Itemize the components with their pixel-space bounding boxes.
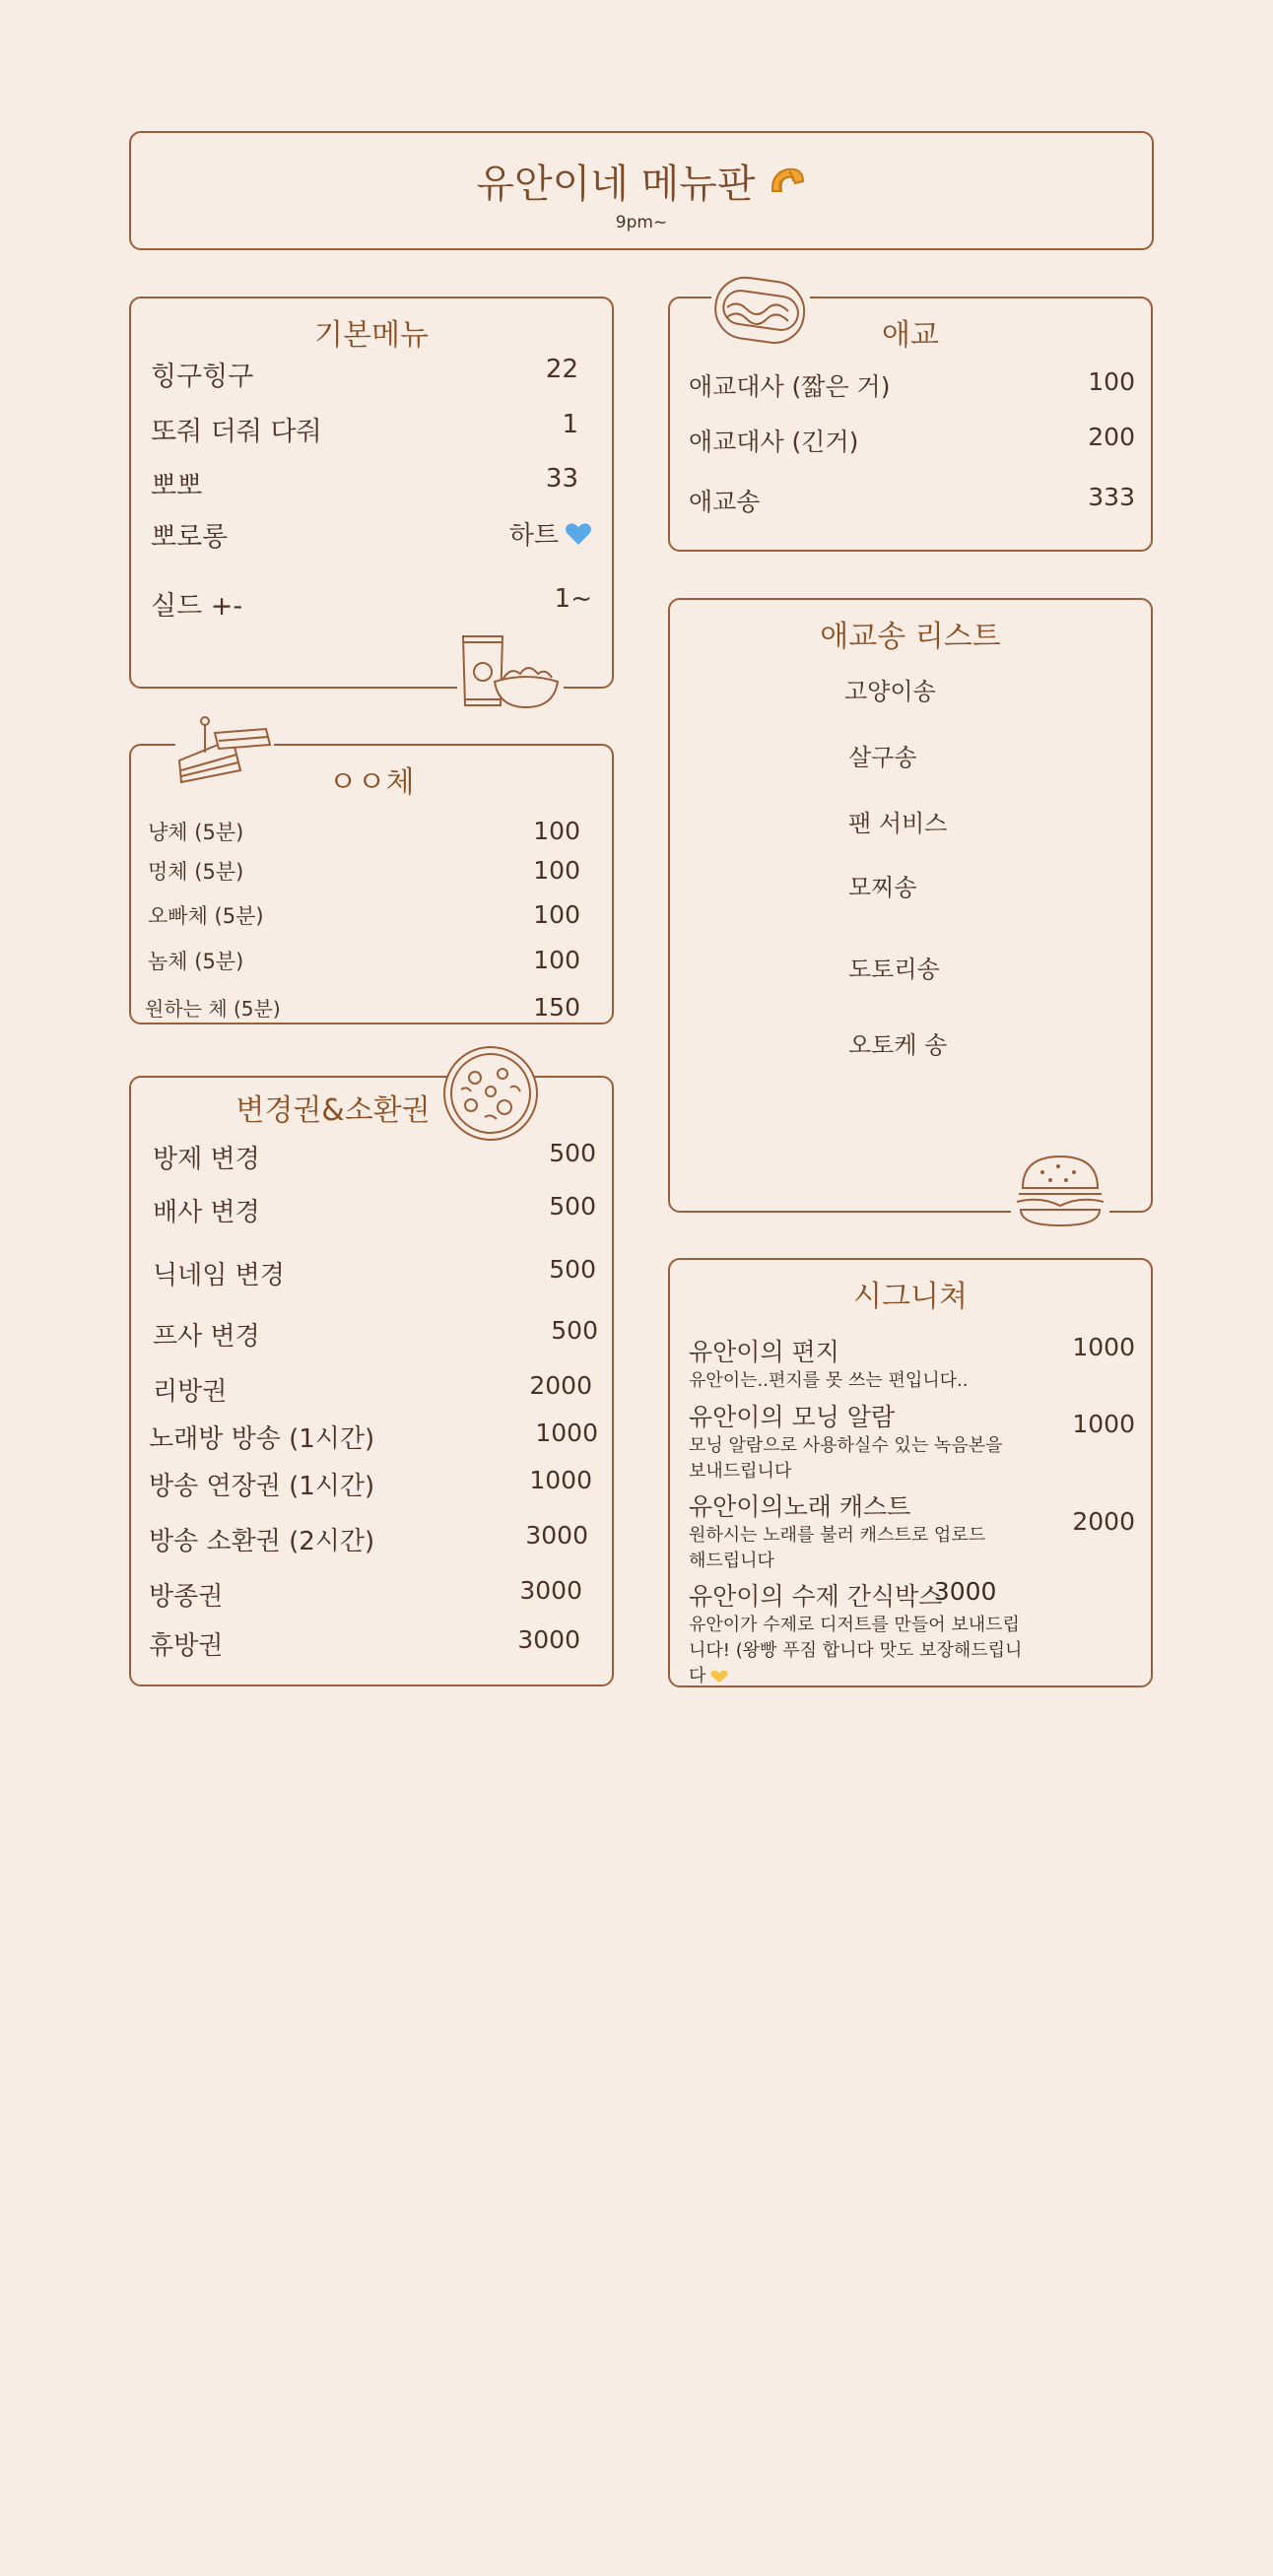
basic-menu-box: 기본메뉴 힝구힝구 22 또줘 더줘 다줘 1 뽀뽀 33 뽀로롱 하트 실드 +- 1~ (129, 297, 614, 689)
change-menu-box: 변경권&소환권 방제 변경 500 배사 변경 500 닉네임 변경 500 프사 변경 500 리방권 2000 노래방 방송 (1시간) 1000 방송 연장권 (1시간) 1000 방송 소환권 (2시간) 3000 방종권 3000 휴방권 3000 (129, 1076, 614, 1686)
hotdog-icon (711, 272, 810, 349)
pizza-icon (441, 1044, 540, 1143)
style-menu-title: ㅇㅇ체 (328, 765, 415, 800)
page-title-text: 유안이네 메뉴판 (476, 162, 756, 207)
signature-menu-title: 시그니쳐 (853, 1280, 968, 1314)
burger-icon (1011, 1149, 1109, 1233)
aegyo-menu-box: 애교 애교대사 (짧은 거) 100 애교대사 (긴거) 200 애교송 333 (668, 297, 1153, 552)
style-menu-box: ㅇㅇ체 냥체 (5분) 100 멍체 (5분) 100 오빠체 (5분) 100 놈체 (5분) 100 원하는 체 (5분) 150 (129, 744, 614, 1024)
aegyo-menu-title: 애교 (882, 318, 939, 353)
chips-bowl-icon (455, 630, 564, 711)
change-menu-title: 변경권&소환권 (235, 1093, 431, 1128)
sandwich-icon (175, 715, 274, 786)
header-box (129, 131, 1154, 250)
blue-heart-icon (565, 521, 592, 547)
open-time: 9pm~ (615, 213, 668, 232)
signature-menu-box: 시그니쳐 유안이의 편지 유안이는..편지를 못 쓰는 편입니다.. 1000 유안이의 모닝 알람 모닝 알람으로 사용하실수 있는 녹음본을 보내드립니다 1000 유안이의노래 캐스트 원하시는 노래를 불러 캐스트로 업로드 해드립니다 2000 유안이의 수제 간식박스 유안이가 수제로 디저트를 만들어 보내드립 니다! (왕빵 푸짐 합니다 맛도 보장해드립니 다 3000 (668, 1258, 1153, 1687)
page-title (476, 153, 806, 209)
song-list-title: 애교송 리스트 (820, 620, 1001, 654)
basic-menu-title: 기본메뉴 (314, 318, 429, 353)
song-list-box: 애교송 리스트 고양이송 살구송 팬 서비스 모찌송 도토리송 오토케 송 (668, 598, 1153, 1213)
croissant-icon (768, 162, 807, 201)
yellow-heart-hands-icon (709, 1670, 729, 1684)
